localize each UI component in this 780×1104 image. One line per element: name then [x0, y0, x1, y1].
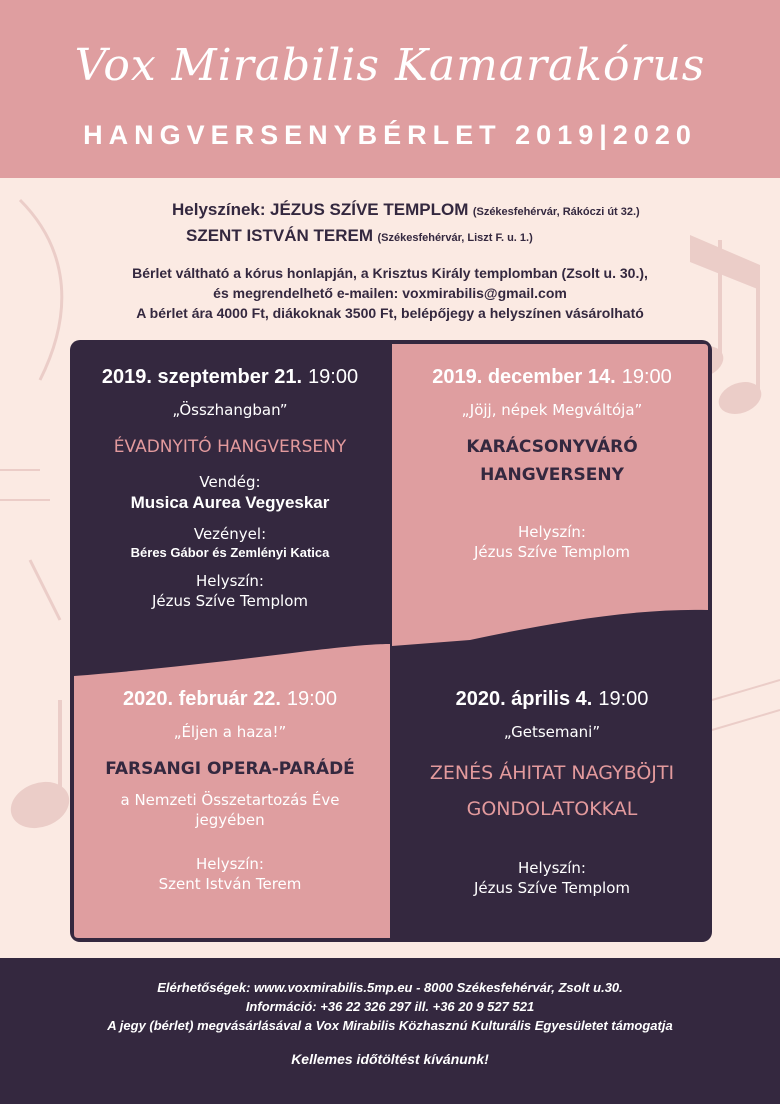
concert-title-line: HANGVERSENY — [480, 465, 624, 485]
venue-name: Jézus Szíve Templom — [152, 592, 308, 610]
date-text: 2019. december 14. — [432, 366, 616, 388]
conductor-label: Vezényel: — [193, 525, 267, 543]
header-banner — [0, 0, 780, 178]
venue2-name: SZENT ISTVÁN TEREM — [186, 226, 374, 245]
concert-date — [70, 688, 390, 711]
season-title: HANGVERSENYBÉRLET 2019|2020 — [83, 120, 697, 150]
concert-title-line: ZENÉS ÁHITAT NAGYBÖJTI — [429, 762, 675, 784]
date-text: 2020. február 22. — [123, 688, 281, 710]
time-text: 19:00 — [598, 688, 649, 710]
concert-subtitle: „Éljen a haza!” — [173, 723, 287, 741]
concert-card-september — [70, 340, 390, 610]
venue-label: Helyszín: — [196, 572, 264, 590]
ticket-info-line: Bérlet váltható a kórus honlapján, a Krisztus Király templomban (Zsolt u. 30.), — [132, 265, 648, 281]
concert-title-line: KARÁCSONYVÁRÓ — [466, 437, 638, 457]
concert-title: FARSANGI OPERA-PARÁDÉ — [105, 759, 355, 779]
concert-title — [392, 755, 712, 827]
venues-label: Helyszínek: — [172, 200, 266, 219]
concert-subtitle: „Jöjj, népek Megváltója” — [461, 401, 643, 419]
footer-thanks: Kellemes időtöltést kívánunk! — [291, 1051, 489, 1067]
concert-note: a Nemzeti Összetartozás Éve — [120, 791, 340, 809]
date-text: 2020. április 4. — [455, 688, 593, 710]
concert-date — [392, 366, 712, 389]
ticket-info-line: A bérlet ára 4000 Ft, diákoknak 3500 Ft, belépőjegy a helyszínen vásárolható — [136, 305, 644, 321]
concert-subtitle: „Getsemani” — [503, 723, 601, 741]
venue-name: Szent István Terem — [158, 875, 302, 893]
venue1-name: JÉZUS SZÍVE TEMPLOM — [270, 200, 469, 219]
concert-card-april — [392, 682, 712, 897]
guest-name: Musica Aurea Vegyeskar — [130, 493, 330, 512]
footer-contacts: Elérhetőségek: www.voxmirabilis.5mp.eu - 8000 Székesfehérvár, Zsolt u.30. — [157, 980, 623, 995]
concert-card-december — [392, 340, 712, 561]
concert-title-line: GONDOLATOKKAL — [466, 798, 638, 820]
venue-label: Helyszín: — [518, 523, 586, 541]
date-text: 2019. szeptember 21. — [101, 366, 303, 388]
footer-info: Információ: +36 22 326 297 ill. +36 20 9 527 521 — [245, 999, 535, 1014]
venue-name: Jézus Szíve Templom — [474, 543, 630, 561]
concert-card-february — [70, 682, 390, 893]
concert-title: ÉVADNYITÓ HANGVERSENY — [113, 437, 347, 457]
concert-grid — [70, 340, 712, 942]
footer-support: A jegy (bérlet) megvásárlásával a Vox Mirabilis Közhasznú Kulturális Egyesületet támogatja — [107, 1018, 673, 1033]
choir-title: Vox Mirabilis Kamarakórus — [74, 40, 706, 91]
concert-note: jegyében — [195, 811, 265, 829]
venue-label: Helyszín: — [518, 859, 586, 877]
conductor-names: Béres Gábor és Zemlényi Katica — [130, 545, 330, 560]
concert-subtitle: „Összhangban” — [172, 401, 288, 419]
concert-date — [70, 366, 390, 389]
venue2-address: (Székesfehérvár, Liszt F. u. 1.) — [377, 232, 533, 244]
venue-name: Jézus Szíve Templom — [474, 879, 630, 897]
time-text: 19:00 — [621, 366, 672, 388]
venue-line-2 — [186, 226, 533, 246]
venue-label: Helyszín: — [196, 855, 264, 873]
footer — [0, 958, 780, 1104]
time-text: 19:00 — [286, 688, 337, 710]
ticket-info — [0, 263, 780, 323]
ticket-info-line: és megrendelhető e-mailen: voxmirabilis@gmail.com — [213, 285, 567, 301]
venue1-address: (Székesfehérvár, Rákóczi út 32.) — [472, 206, 640, 218]
concert-title — [392, 433, 712, 489]
concert-date — [392, 688, 712, 711]
time-text: 19:00 — [308, 366, 359, 388]
venue-line-1 — [172, 200, 640, 220]
guest-label: Vendég: — [199, 473, 261, 491]
